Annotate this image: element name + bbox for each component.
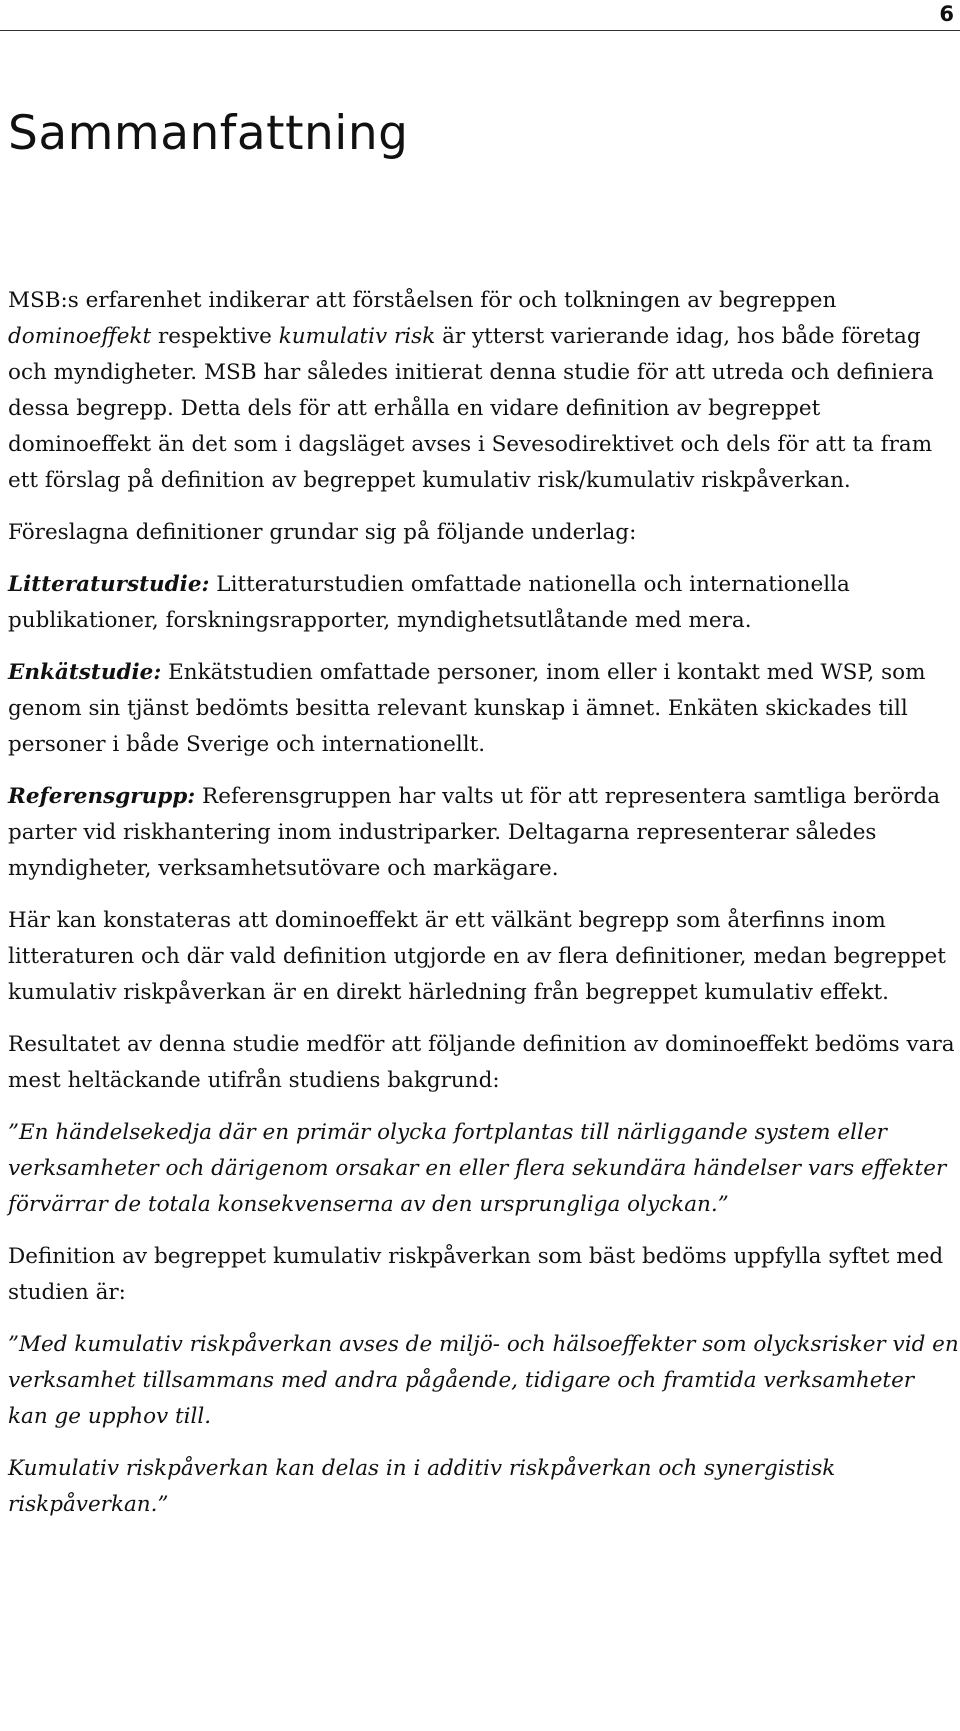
- cumulative-intro: Definition av begreppet kumulativ riskpåverkan som bäst bedöms uppfylla syftet med studien är:: [8, 1244, 944, 1305]
- source-survey: [8, 655, 960, 763]
- cumulative-division: [8, 1451, 960, 1523]
- page-title: Sammanfattning: [8, 106, 409, 161]
- source-label: Enkätstudie:: [8, 660, 162, 685]
- domino-intro: Resultatet av denna studie medför att följande definition av dominoeffekt bedöms vara mest heltäckande utifrån studiens bakgrund:: [8, 1032, 955, 1093]
- page-header: [0, 0, 960, 31]
- intro-text-2: respektive: [151, 324, 279, 349]
- source-label: Litteraturstudie:: [8, 572, 210, 597]
- source-text: Referensgruppen har valts ut för att representera samtliga berörda parter vid riskhantering inom industriparker. Deltagarna representerar således myndigheter, verksamhetsutövare och markägare.: [8, 784, 941, 881]
- term-dominoeffekt: dominoeffekt: [8, 324, 152, 349]
- source-text: Enkätstudien omfattade personer, inom eller i kontakt med WSP, som genom sin tjänst bedömts besitta relevant kunskap i ämnet. Enkäten skickades till personer i både Sverige och internationellt.: [8, 660, 926, 757]
- domino-definition-text: ”En händelsekedja där en primär olycka fortplantas till närliggande system eller verksamheter och därigenom orsakar en eller flera sekundära händelser vars effekter förvärrar de totala konsekvenserna av den ursprungliga olyckan.”: [8, 1120, 947, 1217]
- source-reference-group: [8, 779, 960, 887]
- intro-text-1: MSB:s erfarenhet indikerar att förståelsen för och tolkningen av begreppen: [8, 288, 837, 313]
- page-number: 6: [939, 2, 954, 26]
- intro-text-3: är ytterst varierande idag, hos både företag och myndigheter. MSB har således initierat denna studie för att utreda och definiera dessa begrepp. Detta dels för att erhålla en vidare definition av begreppet dominoeffekt än det som i dagsläget avses i Sevesodirektivet och dels för att ta fram ett förslag på definition av begreppet kumulativ risk/kumulativ riskpåverkan.: [8, 324, 934, 493]
- intro-paragraph: [8, 283, 960, 499]
- observation-paragraph: Här kan konstateras att dominoeffekt är ett välkänt begrepp som återfinns inom litteraturen och där vald definition utgjorde en av flera definitioner, medan begreppet kumulativ riskpåverkan är en direkt härledning från begreppet kumulativ effekt.: [8, 908, 946, 1005]
- source-text: Litteraturstudien omfattade nationella och internationella publikationer, forskningsrapporter, myndighetsutlåtande med mera.: [8, 572, 850, 633]
- basis-intro: Föreslagna definitioner grundar sig på följande underlag:: [8, 520, 637, 545]
- cumulative-definition: [8, 1327, 960, 1435]
- cumulative-definition-text: ”Med kumulativ riskpåverkan avses de miljö- och hälsoeffekter som olycksrisker vid en verksamhet tillsammans med andra pågående, tidigare och framtida verksamheter kan ge upphov till.: [8, 1332, 959, 1429]
- term-kumulativ-risk: kumulativ risk: [278, 324, 436, 349]
- cumulative-division-text: Kumulativ riskpåverkan kan delas in i additiv riskpåverkan och synergistisk riskpåverkan.”: [8, 1456, 836, 1517]
- summary-body: [8, 283, 960, 1539]
- source-label: Referensgrupp:: [8, 784, 196, 809]
- domino-definition: [8, 1115, 960, 1223]
- source-literature: [8, 567, 960, 639]
